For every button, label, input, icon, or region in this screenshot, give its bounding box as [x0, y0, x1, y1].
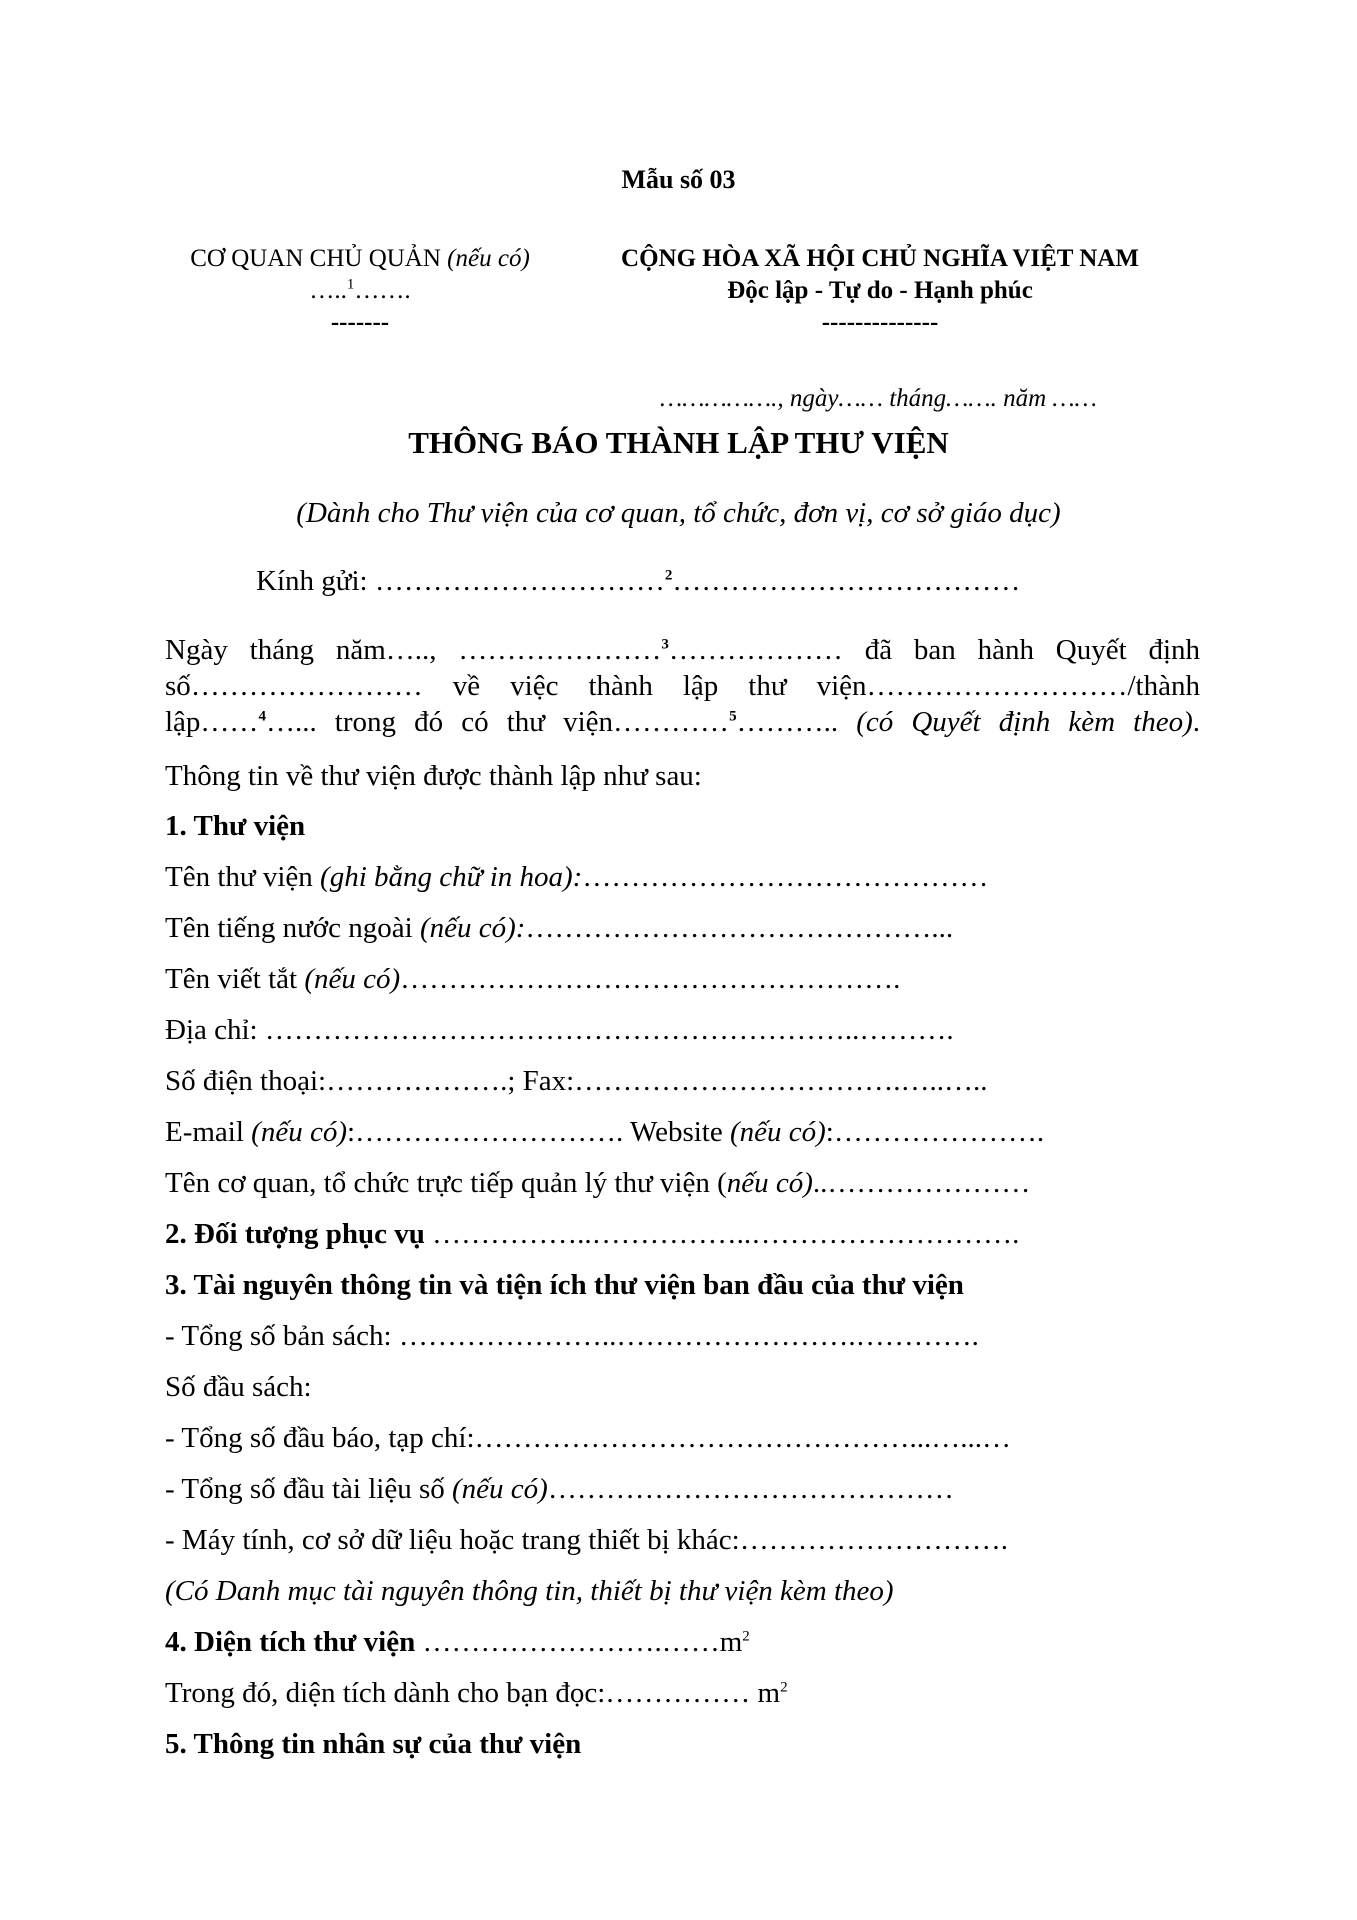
national-motto: Độc lập - Tự do - Hạnh phúc: [727, 277, 1033, 304]
journals-field: - Tổng số đầu báo, tạp chí:………………………………………...…...…: [165, 1422, 1012, 1454]
issuing-unit-placeholder: …..$^1$…….: [309, 276, 411, 304]
phone-fax-field: Số điện thoại:……………….; Fax:…………………………….…..…..: [165, 1065, 988, 1097]
section-2-heading: 2. Đối tượng phục vụ: [165, 1218, 425, 1250]
section-3-heading: 3. Tài nguyên thông tin và tiện ích thư viện ban đầu của thư viện: [165, 1269, 964, 1301]
country-name: CỘNG HÒA XÃ HỘI CHỦ NGHĨA VIỆT NAM: [621, 245, 1139, 272]
governing-agency-label: CƠ QUAN CHỦ QUẢN (nếu có): [190, 245, 530, 272]
total-books-field: - Tổng số bản sách: …………………..…………………….………….: [165, 1320, 979, 1352]
managing-agency-field: Tên cơ quan, tổ chức trực tiếp quản lý thư viện (nếu có)..…………………: [165, 1167, 1031, 1199]
email-website-field: E-mail (nếu có):………………………. Website (nếu có):………………….: [165, 1116, 1045, 1148]
section-5-heading: 5. Thông tin nhân sự của thư viện: [165, 1728, 582, 1760]
intro-line-3: lập……$^4$…... trong đó có thư viện…………$^5$……….. (có Quyết định kèm theo).: [165, 706, 1201, 738]
left-divider: -------: [330, 309, 390, 336]
document-subtitle: (Dành cho Thư viện của cơ quan, tổ chức, đơn vị, cơ sở giáo dục): [296, 497, 1061, 529]
equipment-field: - Máy tính, cơ sở dữ liệu hoặc trang thiết bị khác:……………………….: [165, 1524, 1008, 1556]
reader-area-field: Trong đó, diện tích dành cho bạn đọc:…………… $m^2$: [165, 1677, 788, 1709]
form-number: Mẫu số 03: [621, 165, 736, 194]
address-field: Địa chỉ: ……………………………………………………..……….: [165, 1014, 954, 1046]
section-4-line: 4. Diện tích thư viện $\dots\dots\dots\dots\dots\dots\dots\dots.\dots\dots m^2$: [165, 1626, 750, 1658]
national-header: [560, 243, 1200, 339]
abbreviation-field: Tên viết tắt (nếu có)…………………………………………….: [165, 963, 901, 995]
right-divider: --------------: [821, 309, 939, 336]
info-intro: Thông tin về thư viện được thành lập như sau:: [165, 760, 702, 792]
resources-note: (Có Danh mục tài nguyên thông tin, thiết bị thư viện kèm theo): [165, 1575, 894, 1607]
place-date-line: ……………., ngày…… tháng……. năm ……: [660, 385, 1097, 412]
foreign-name-field: Tên tiếng nước ngoài (nếu có):……………………………………...: [165, 912, 954, 944]
book-titles-field: Số đầu sách:: [165, 1371, 312, 1403]
intro-line-1: Ngày tháng năm….., …………………$^3$……………… đã ban hành Quyết định: [165, 634, 1201, 666]
section-2-line: 2. Đối tượng phục vụ ……………..……………..……………………….: [165, 1218, 1020, 1250]
recipient-line: Kính gửi: …………………………$^2$………………………………: [256, 565, 1021, 597]
section-4-heading: 4. Diện tích thư viện: [165, 1626, 416, 1658]
digital-resources-field: - Tổng số đầu tài liệu số (nếu có)……………………………………: [165, 1473, 954, 1505]
section-1-heading: 1. Thư viện: [165, 810, 306, 842]
intro-line-2: số…………………… về việc thành lập thư viện………………………/thành: [165, 670, 1200, 702]
intro-paragraph: [165, 632, 1200, 740]
library-name-field: Tên thư viện (ghi bằng chữ in hoa):……………………………………: [165, 861, 989, 893]
governing-agency-header: [175, 243, 545, 339]
document-title: THÔNG BÁO THÀNH LẬP THƯ VIỆN: [408, 425, 949, 460]
